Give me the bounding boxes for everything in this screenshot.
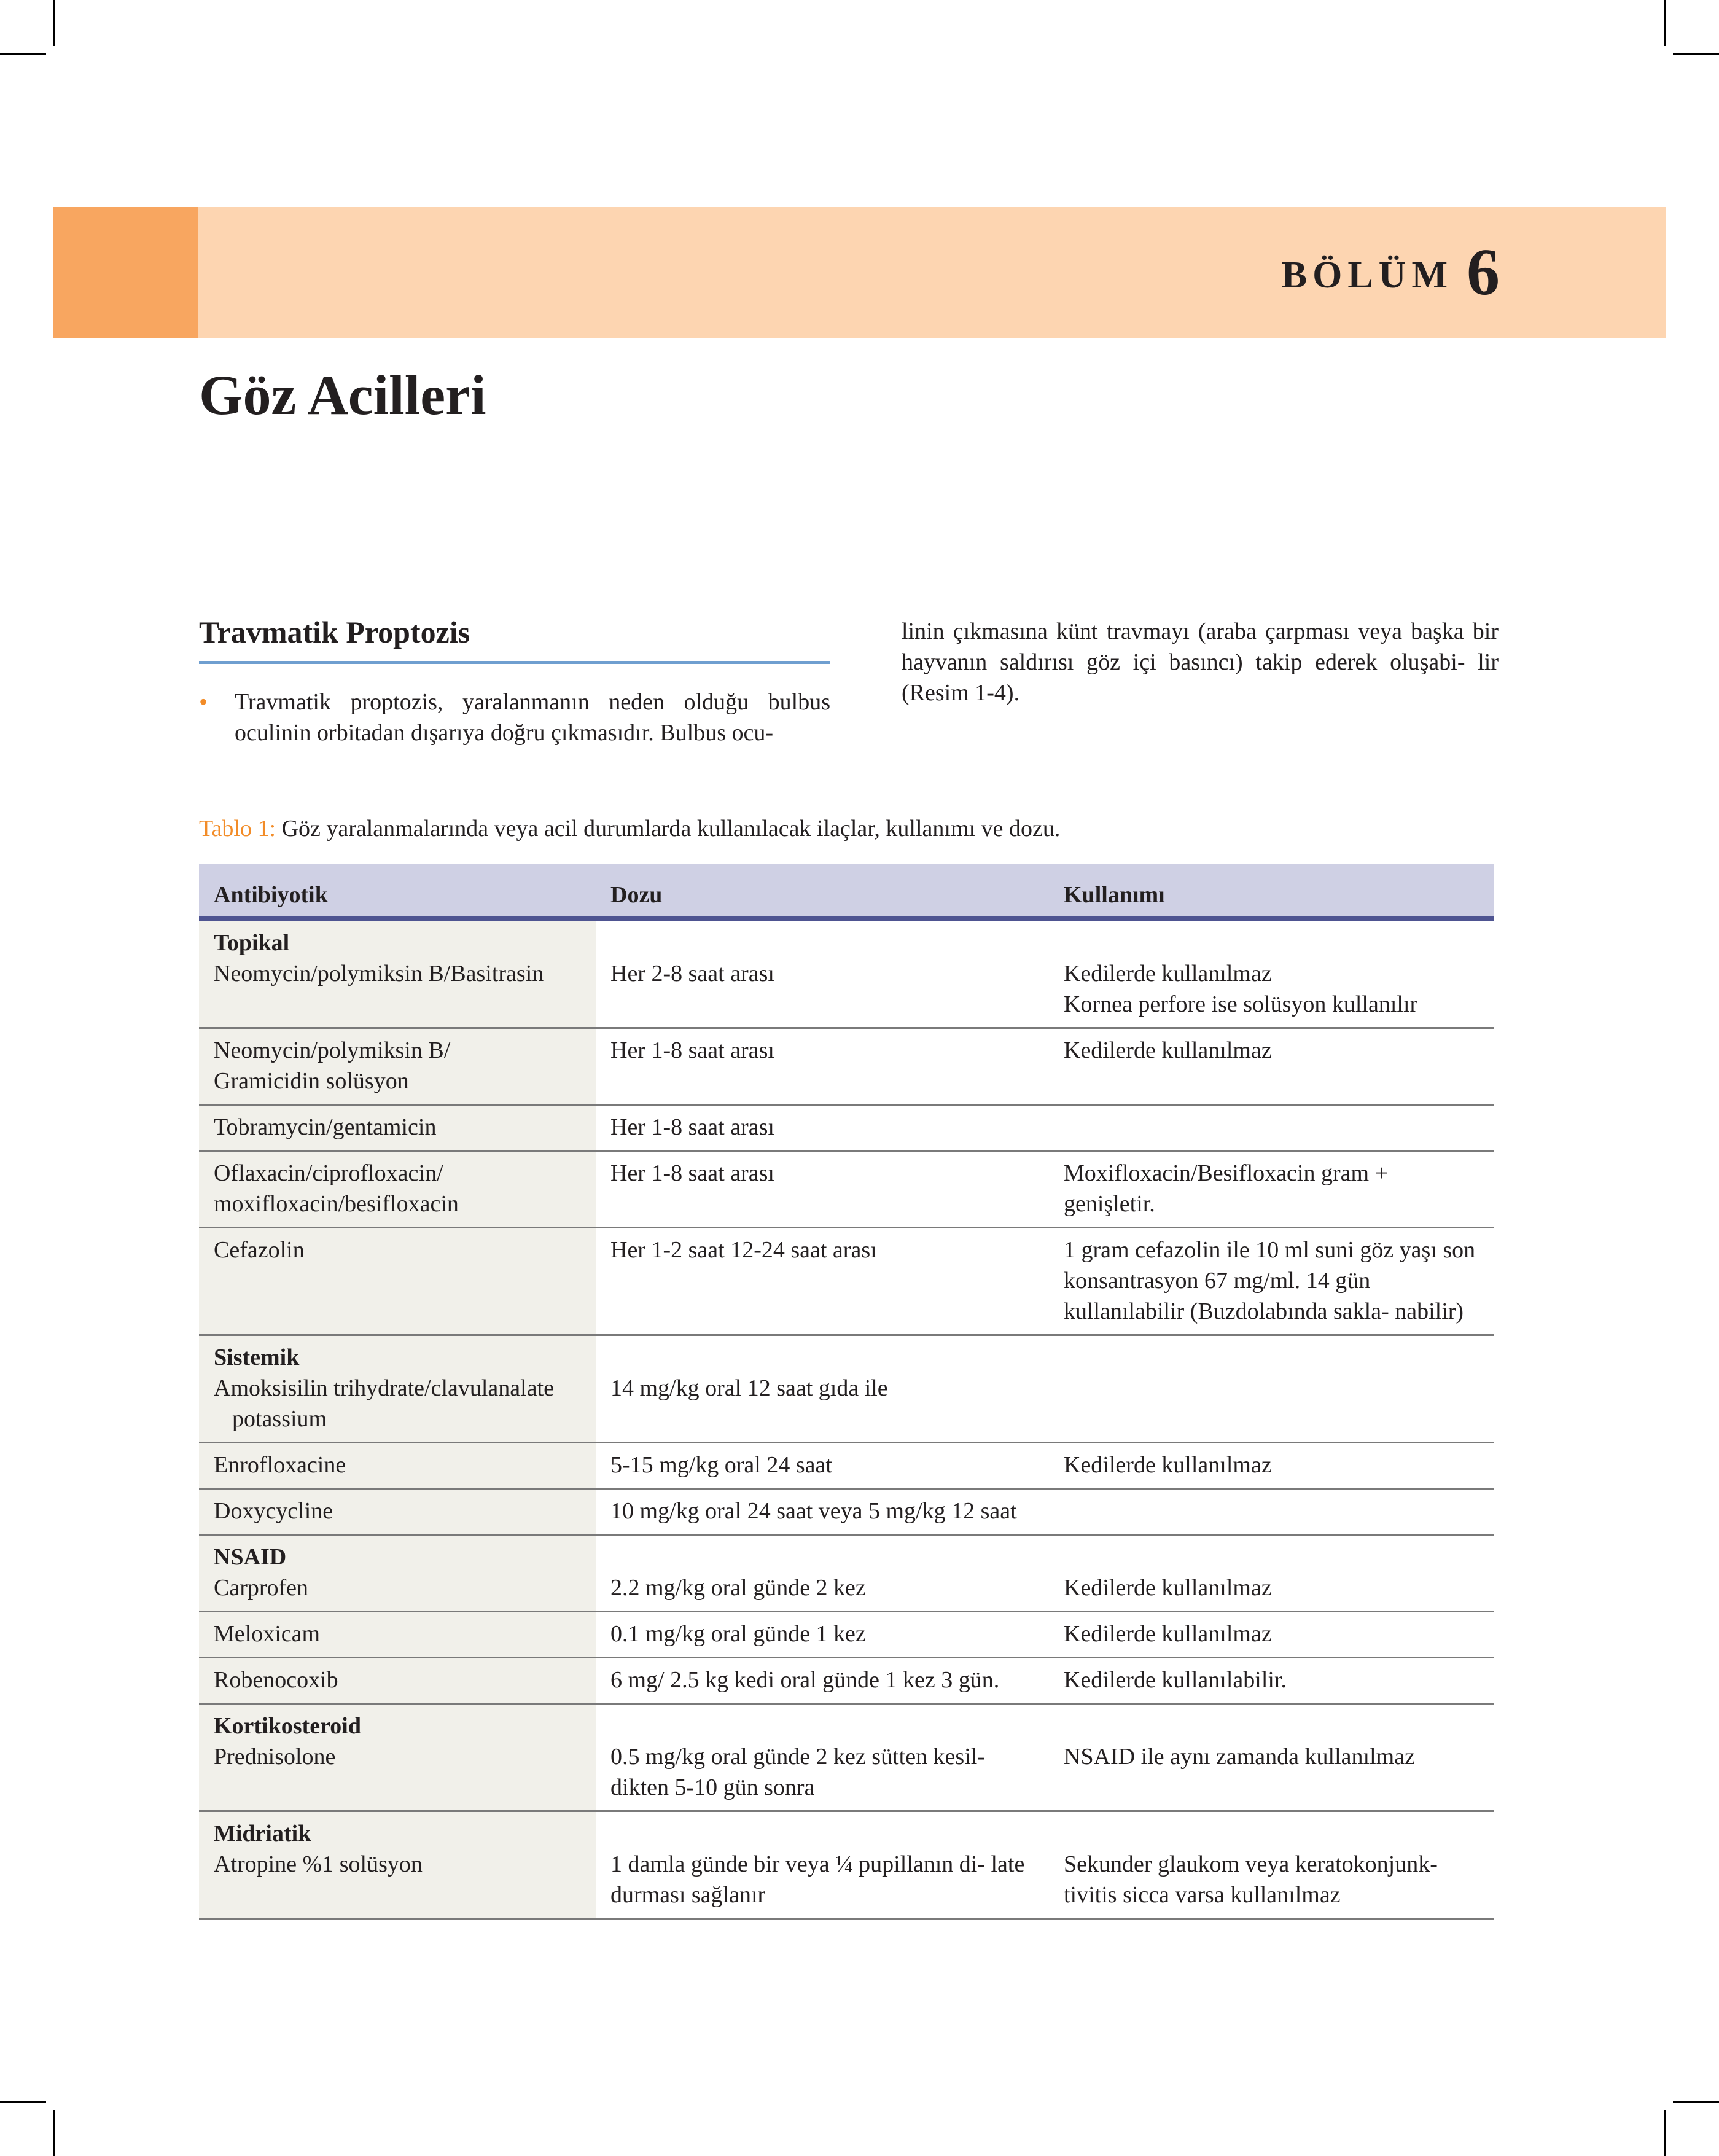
usage-text: Sekunder glaukom veya keratokonjunk- tivitis sicca varsa kullanılmaz [1064, 1851, 1438, 1908]
usage-text: Kedilerde kullanılmaz [1064, 1037, 1272, 1063]
drug-name: Amoksisilin trihydrate/clavulanalate [214, 1375, 555, 1401]
chapter-number: 6 [1467, 235, 1500, 309]
header-kullanimi: Kullanımı [1049, 864, 1494, 919]
drug-cell [199, 1335, 596, 1443]
dose-text: 1 damla günde bir veya ¼ pupillanın di- late durması sağlanır [610, 1851, 1025, 1908]
usage-cell [1049, 1028, 1494, 1105]
usage-text: Kedilerde kullanılmaz [1064, 961, 1272, 986]
dose-cell [596, 1443, 1049, 1489]
category-label: Kortikosteroid [214, 1713, 361, 1739]
table-header-row [199, 864, 1494, 919]
drug-name: Robenocoxib [214, 1667, 338, 1693]
table-row [199, 1535, 1494, 1612]
category-label: Topikal [214, 930, 290, 956]
drug-name: Meloxicam [214, 1621, 321, 1647]
usage-text: Kedilerde kullanılmaz [1064, 1621, 1272, 1647]
page-title: Göz Acilleri [199, 364, 486, 426]
usage-cell [1049, 1335, 1494, 1443]
table-row [199, 1105, 1494, 1151]
drug-name-cont: moxifloxacin/besifloxacin [214, 1191, 459, 1217]
dose-cell [596, 1704, 1049, 1811]
table-row [199, 1658, 1494, 1704]
usage-cell [1049, 1612, 1494, 1658]
left-column [199, 687, 830, 748]
drug-name-cont: Gramicidin solüsyon [214, 1068, 409, 1094]
bullet-icon: • [199, 688, 208, 716]
header-antibiyotik: Antibiyotik [199, 864, 596, 919]
dose-text: Her 1-8 saat arası [610, 1037, 774, 1063]
usage-cell [1049, 1704, 1494, 1811]
crop-mark [0, 2101, 46, 2103]
drug-name: Tobramycin/gentamicin [214, 1114, 437, 1140]
crop-mark [1664, 0, 1666, 46]
chapter-banner [53, 207, 1666, 338]
dose-cell [596, 1612, 1049, 1658]
crop-mark [0, 53, 46, 55]
usage-cell [1049, 1443, 1494, 1489]
drug-cell [199, 1612, 596, 1658]
chapter-label [1282, 207, 1500, 338]
usage-cell [1049, 919, 1494, 1028]
usage-text-cont: genişletir. [1064, 1191, 1155, 1217]
dose-cell [596, 1489, 1049, 1535]
dose-text: Her 1-2 saat 12-24 saat arası [610, 1237, 877, 1263]
drug-name: Doxycycline [214, 1498, 333, 1524]
right-column-text: linin çıkmasına künt travmayı (araba çarpması veya başka bir hayvanın saldırısı göz içi basıncı) takip ederek oluşabi- lir (Resim 1-4). [902, 619, 1499, 706]
category-label: Midriatik [214, 1821, 311, 1846]
usage-text: Kedilerde kullanılabilir. [1064, 1667, 1287, 1693]
table-row [199, 1612, 1494, 1658]
drug-name: Neomycin/polymiksin B/ [214, 1037, 451, 1063]
table-row [199, 1335, 1494, 1443]
chapter-word: BÖLÜM [1281, 254, 1453, 296]
table-row [199, 1704, 1494, 1811]
usage-text: Kedilerde kullanılmaz [1064, 1452, 1272, 1478]
category-label: NSAID [214, 1544, 287, 1570]
caption-text: Göz yaralanmalarında veya acil durumlarda kullanılacak ilaçlar, kullanımı ve dozu. [276, 816, 1061, 842]
crop-mark [1673, 53, 1719, 55]
table-caption [199, 815, 1060, 842]
usage-cell [1049, 1658, 1494, 1704]
caption-label: Tablo 1: [199, 816, 276, 842]
dose-cell [596, 1028, 1049, 1105]
dose-cell [596, 1228, 1049, 1335]
drug-name: Enrofloxacine [214, 1452, 346, 1478]
table-row [199, 919, 1494, 1028]
usage-cell [1049, 1151, 1494, 1228]
dose-cell [596, 919, 1049, 1028]
drug-cell [199, 1443, 596, 1489]
usage-cell [1049, 1535, 1494, 1612]
category-label: Sistemik [214, 1345, 300, 1370]
drug-cell [199, 1535, 596, 1612]
header-dozu: Dozu [596, 864, 1049, 919]
dose-text: 5-15 mg/kg oral 24 saat [610, 1452, 832, 1478]
usage-cell [1049, 1811, 1494, 1919]
drug-name-cont: potassium [232, 1406, 327, 1432]
drug-cell [199, 1105, 596, 1151]
drug-name: Carprofen [214, 1575, 309, 1601]
drug-name: Neomycin/polymiksin B/Basitrasin [214, 961, 544, 986]
dose-text: 14 mg/kg oral 12 saat gıda ile [610, 1375, 888, 1401]
dose-text: Her 1-8 saat arası [610, 1160, 774, 1186]
dose-cell [596, 1535, 1049, 1612]
drug-name: Oflaxacin/ciprofloxacin/ [214, 1160, 443, 1186]
usage-cell [1049, 1228, 1494, 1335]
dose-text: 0.1 mg/kg oral günde 1 kez [610, 1621, 866, 1647]
table-row [199, 1443, 1494, 1489]
drug-cell [199, 1704, 596, 1811]
dose-text: 10 mg/kg oral 24 saat veya 5 mg/kg 12 saat [610, 1498, 1017, 1524]
drug-cell [199, 1811, 596, 1919]
dose-cell [596, 1335, 1049, 1443]
dose-text: 6 mg/ 2.5 kg kedi oral günde 1 kez 3 gün. [610, 1667, 1000, 1693]
crop-mark [1673, 2101, 1719, 2103]
usage-text: 1 gram cefazolin ile 10 ml suni göz yaşı son konsantrasyon 67 mg/ml. 14 gün kullanılabilir (Buzdolabında sakla- nabilir) [1064, 1237, 1476, 1324]
usage-cell [1049, 1105, 1494, 1151]
table-row [199, 1489, 1494, 1535]
dose-text: 0.5 mg/kg oral günde 2 kez sütten kesil- dikten 5-10 gün sonra [610, 1744, 985, 1800]
dose-text: 2.2 mg/kg oral günde 2 kez [610, 1575, 866, 1601]
usage-text: Moxifloxacin/Besifloxacin gram + [1064, 1160, 1388, 1186]
crop-mark [53, 0, 55, 46]
dose-cell [596, 1151, 1049, 1228]
usage-text: NSAID ile aynı zamanda kullanılmaz [1064, 1744, 1415, 1770]
drug-name: Atropine %1 solüsyon [214, 1851, 423, 1877]
drug-cell [199, 1028, 596, 1105]
dose-cell [596, 1811, 1049, 1919]
table-row [199, 1151, 1494, 1228]
crop-mark [53, 2110, 55, 2156]
drug-cell [199, 1228, 596, 1335]
table-row [199, 1028, 1494, 1105]
drug-cell [199, 1489, 596, 1535]
dose-text: Her 1-8 saat arası [610, 1114, 774, 1140]
usage-cell [1049, 1489, 1494, 1535]
drug-cell [199, 1658, 596, 1704]
usage-text: Kedilerde kullanılmaz [1064, 1575, 1272, 1601]
banner-accent [53, 207, 198, 338]
drug-table [199, 864, 1494, 1920]
dose-cell [596, 1105, 1049, 1151]
usage-text-cont: Kornea perfore ise solüsyon kullanılır [1064, 991, 1418, 1017]
drug-name: Cefazolin [214, 1237, 305, 1263]
crop-mark [1664, 2110, 1666, 2156]
dose-cell [596, 1658, 1049, 1704]
table-row [199, 1228, 1494, 1335]
section-heading: Travmatik Proptozis [199, 614, 830, 664]
table-row [199, 1811, 1494, 1919]
drug-name: Prednisolone [214, 1744, 336, 1770]
dose-text: Her 2-8 saat arası [610, 961, 774, 986]
bullet-text: Travmatik proptozis, yaralanmanın neden olduğu bulbus oculinin orbitadan dışarıya doğru çıkmasıdır. Bulbus ocu- [235, 689, 830, 746]
drug-cell [199, 919, 596, 1028]
drug-cell [199, 1151, 596, 1228]
